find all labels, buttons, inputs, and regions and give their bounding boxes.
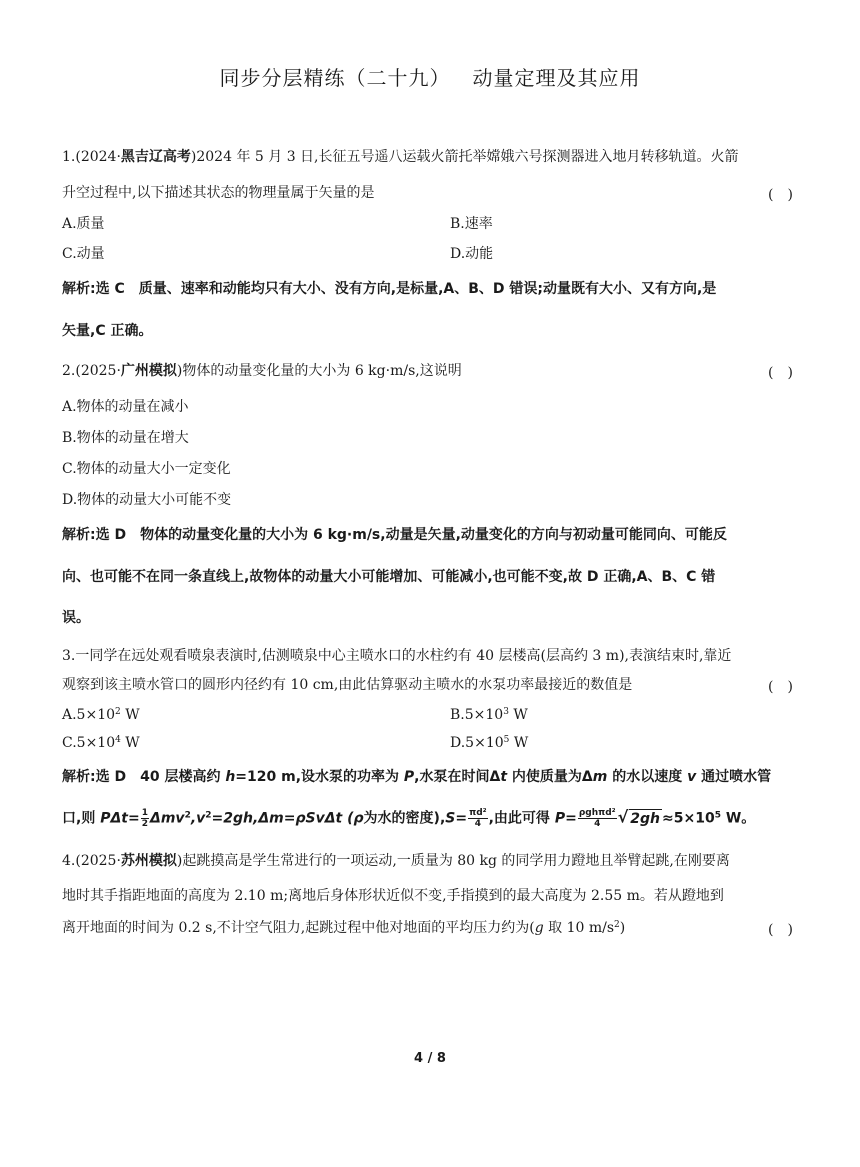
q4-answer-blank: ( ): [768, 922, 793, 938]
q2-source: 广州模拟: [120, 363, 177, 379]
q2-stem-line1: 2.(2025·广州模拟)物体的动量变化量的大小为 6 kg·m/s,这说明: [62, 363, 462, 379]
q2-option-d: D.物体的动量大小可能不变: [62, 492, 232, 508]
page-number: 4 / 8: [414, 1051, 446, 1066]
q2-option-b: B.物体的动量在增大: [62, 430, 189, 446]
q1-option-c: C.动量: [62, 246, 105, 262]
q2-option-a: A.物体的动量在减小: [62, 399, 189, 415]
q1-source: 黑吉辽高考: [120, 149, 191, 165]
q2-option-c: C.物体的动量大小一定变化: [62, 461, 231, 477]
q3-option-a: $A.5\times 10^2$ W: [62, 707, 140, 723]
q1-option-b: B.速率: [450, 216, 493, 232]
q3-option-c: $C.5\times 10^4$ W: [62, 735, 140, 751]
q1-stem-line1: 1.(2024·黑吉辽高考)2024 年 5 月 3 日,长征五号遥八运载火箭托举嫦娥六号探测器进入地月转移轨道。火箭: [62, 149, 739, 165]
fraction-power: $\frac{\text{ρghπd²}}{4}$: [578, 808, 616, 829]
q3-option-b: $B.5\times 10^3$ W: [450, 707, 528, 723]
q4-stem-line3: 离开地面的时间为 0.2 s,不计空气阻力,起跳过程中他对地面的平均压力约为(g 取 10 $m/s^2$): [62, 920, 626, 936]
title-section-number: 同步分层精练（二十九）: [219, 66, 451, 90]
q2-analysis-line1: 解析:选 D 物体的动量变化量的大小为 6 kg·m/s,动量是矢量,动量变化的方向与初动量可能同向、可能反: [62, 527, 727, 543]
q1-option-d: D.动能: [450, 246, 494, 262]
fraction-area: $\frac{\text{πd²}}{4}$: [469, 808, 487, 829]
q1-analysis-line1: 解析:选 C 质量、速率和动能均只有大小、没有方向,是标量,A、B、D 错误;动量既有大小、又有方向,是: [62, 281, 717, 297]
q2-answer-blank: ( ): [768, 365, 793, 381]
sqrt-radicand: 2gh: [630, 810, 661, 827]
q4-stem-line2: 地时其手指距地面的高度为 2.10 m;离地后身体形状近似不变,手指摸到的最大高度为 2.55 m。若从蹬地到: [62, 888, 724, 904]
q3-answer-blank: ( ): [768, 679, 793, 695]
q1-option-a: A.质量: [62, 216, 105, 232]
title-topic: 动量定理及其应用: [472, 66, 641, 90]
q4-stem-line1: 4.(2025·苏州模拟)起跳摸高是学生常进行的一项运动,一质量为 80 kg 的同学用力蹬地且举臂起跳,在刚要离: [62, 853, 730, 869]
fraction-one-half: $\frac{1}{2}$: [141, 808, 148, 829]
q2-analysis-line2: 向、也可能不在同一条直线上,故物体的动量大小可能增加、可能减小,也可能不变,故 D 正确,A、B、C 错: [62, 569, 716, 585]
q3-analysis-line2: 口,则 PΔt= $\frac{1}{2}$ $\Delta mv^2,v^2=2gh,\Delta m=\rho Sv\Delta t$ (ρ为水的密度),S= $\frac{\text{πd²}}{4}$ ,由此可得 P= $\frac{\text{ρghπd²}}{4}$ √ $2gh \approx 5\times 10^5$ W。: [62, 807, 756, 829]
q4-source: 苏州模拟: [120, 853, 177, 869]
q2-analysis-line3: 误。: [62, 610, 90, 626]
q3-stem-line2: 观察到该主喷水管口的圆形内径约有 10 cm,由此估算驱动主喷水的水泵功率最接近的数值是: [62, 677, 633, 693]
q1-analysis-line2: 矢量,C 正确。: [62, 323, 153, 339]
q1-stem-line2: 升空过程中,以下描述其状态的物理量属于矢量的是: [62, 185, 375, 201]
q3-analysis-line1: 解析:选 D 40 层楼高约 h=120 m,设水泵的功率为 P,水泵在时间Δt 内使质量为Δm 的水以速度 v 通过喷水管: [62, 769, 772, 785]
q3-option-d: $D.5\times 10^5$ W: [450, 735, 529, 751]
q1-answer-blank: ( ): [768, 187, 793, 203]
page-title: [0, 62, 860, 91]
q3-stem-line1: 3.一同学在远处观看喷泉表演时,估测喷泉中心主喷水口的水柱约有 40 层楼高(层高约 3 m),表演结束时,靠近: [62, 648, 732, 664]
sqrt-icon: √: [617, 807, 629, 827]
